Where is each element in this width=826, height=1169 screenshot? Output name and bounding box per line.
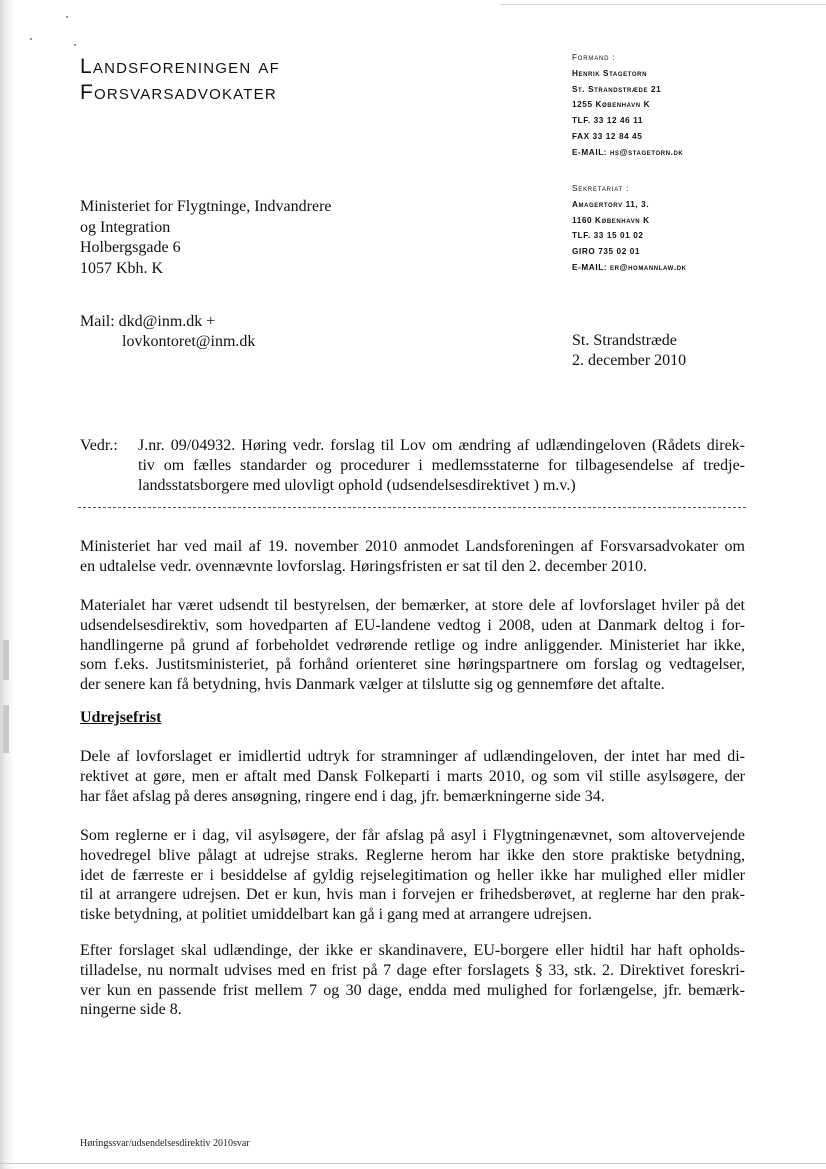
paragraph-line: har fået afslag på deres ansøgning, ringere end i dag, jfr. bemærkningerne side 34. [80, 787, 605, 805]
section-heading: Udrejsefrist [80, 709, 162, 726]
scan-mark [3, 705, 9, 753]
recipient-address [80, 197, 332, 279]
formand-line: FAX 33 12 84 45 [572, 131, 643, 141]
paragraph-line: ningerne side 8. [80, 1001, 182, 1019]
scan-dot [30, 38, 32, 40]
subject-label: Vedr.: [80, 437, 118, 454]
organization-name-line-1: Landsforeningen af [80, 55, 280, 78]
paragraph-line: der senere kan få betydning, hvis Danmark vælger at tilslutte sig og gennemføre det aftalte. [80, 676, 665, 694]
recipient-line: Ministeriet for Flygtninge, Indvandrere [80, 198, 332, 215]
sekretariat-line: E-MAIL: er@homannlaw.dk [572, 262, 687, 272]
paragraph-line: til at arrangere udrejsen. Det er kun, hvis man i forvejen er frihedsberøvet, at reglerne har den prak- [80, 886, 745, 904]
letter-date-block [572, 331, 686, 371]
paragraph-line: udsendelsesdirektiv, som hovedparten af EU-landene vedtog i 2008, uden at Danmark deltog i for- [80, 616, 745, 634]
formand-heading: Formand : [572, 53, 616, 62]
letter-place: St. Strandstræde [572, 332, 677, 349]
body-paragraph [80, 826, 745, 925]
organization-name-line-2: Forsvarsadvokater [80, 81, 277, 104]
sekretariat-heading: Sekretariat : [572, 184, 630, 193]
subject-text [138, 436, 745, 496]
recipient-line: Holbergsgade 6 [80, 239, 181, 256]
sekretariat-line: 1160 København K [572, 215, 650, 225]
paragraph-line: handlingerne på grund af forbeholdet vedrørende retlige og indre anliggender. Ministeriet har ikke, [80, 636, 745, 654]
scan-edge-shadow [0, 0, 14, 1169]
letter-date: 2. december 2010 [572, 352, 687, 369]
paragraph-line: som f.eks. Justitsministeriet, på forhånd orienteret sine høringspartnere om forslag og vedtagelser, [80, 656, 745, 674]
paragraph-line: idet de færreste er i besiddelse af gyldig rejselegitimation og heller ikke har mulighed eller midler [80, 866, 745, 884]
paragraph-line: ver kun en passende frist mellem 7 og 30 dage, endda med mulighed for forlængelse, jfr. bemærk- [80, 981, 745, 999]
paragraph-line: Dele af lovforslaget er imidlertid udtryk for stramninger af udlændingeloven, der intet har med di- [80, 748, 745, 765]
subject-line: tiv om fælles standarder og procedurer i medlemsstaterne for tilbagesendelse af tredje- [138, 457, 745, 474]
formand-contact-block [572, 50, 683, 161]
recipient-line: og Integration [80, 218, 171, 236]
formand-line: St. Strandstræde 21 [572, 84, 662, 94]
subject-separator [78, 507, 746, 508]
body-paragraph [80, 941, 745, 1020]
subject-line: landsstatsborgere med ulovligt ophold (udsendelsesdirektivet ) m.v.) [138, 477, 576, 494]
paragraph-line: Ministeriet har ved mail af 19. november 2010 anmodet Landsforeningen af Forsvarsadvokater om [80, 538, 745, 555]
paragraph-line: tilladelse, nu normalt udvises med en frist på 7 dage efter forslagets § 33, stk. 2. Direktivet foreskri- [80, 961, 745, 979]
paragraph-line: rektivet at gøre, men er aftalt med Dansk Folkeparti i marts 2010, og som vil stille asylsøgere, der [80, 767, 745, 785]
recipient-email-block [80, 312, 255, 352]
paragraph-line: tiske betydning, at politiet umiddelbart kan gå i gang med at arrangere udrejsen. [80, 906, 592, 924]
formand-line: Henrik Stagetorn [572, 68, 648, 78]
sekretariat-line: GIRO 735 02 01 [572, 247, 641, 257]
body-paragraph [80, 596, 745, 695]
paragraph-line: Som reglerne er i dag, vil asylsøgere, der får afslag på asyl i Flygtningenævnet, som altovervejende [80, 827, 745, 844]
subject-line: J.nr. 09/04932. Høring vedr. forslag til Lov om ændring af udlændingeloven (Rådets direk- [138, 437, 745, 454]
body-paragraph [80, 747, 745, 806]
scan-dot [66, 16, 68, 18]
scan-dot [74, 44, 76, 46]
organization-name [80, 54, 280, 106]
email-line-1: Mail: dkd@inm.dk + [80, 313, 216, 330]
paragraph-line: hovedregel blive pålagt at udrejse straks. Reglerne herom har ikke den store praktiske betydning, [80, 846, 745, 864]
formand-line: TLF. 33 12 46 11 [572, 116, 644, 126]
scan-mark [3, 640, 9, 680]
paragraph-line: Materialet har været udsendt til bestyrelsen, der bemærker, at store dele af lovforslaget hviler på det [80, 597, 745, 614]
sekretariat-contact-block [572, 181, 687, 276]
sekretariat-line: Amagertorv 11, 3. [572, 199, 650, 209]
sekretariat-line: TLF. 33 15 01 02 [572, 231, 644, 241]
paragraph-line: en udtalelse vedr. ovennævnte lovforslag. Høringsfristen er sat til den 2. december 2010. [80, 557, 647, 575]
paragraph-line: Efter forslaget skal udlændinge, der ikke er skandinavere, EU-borgere eller hidtil har haft opholds- [80, 942, 745, 959]
scan-top-rule [500, 4, 826, 5]
scan-bottom-rule [0, 1163, 826, 1164]
formand-line: E-MAIL: hs@stagetorn.dk [572, 147, 684, 157]
body-paragraph [80, 537, 745, 577]
document-footer: Høringssvar/udsendelsesdirektiv 2010svar [80, 1138, 250, 1149]
email-line-2: lovkontoret@inm.dk [122, 333, 256, 350]
recipient-line: 1057 Kbh. K [80, 259, 164, 277]
formand-line: 1255 København K [572, 100, 651, 110]
